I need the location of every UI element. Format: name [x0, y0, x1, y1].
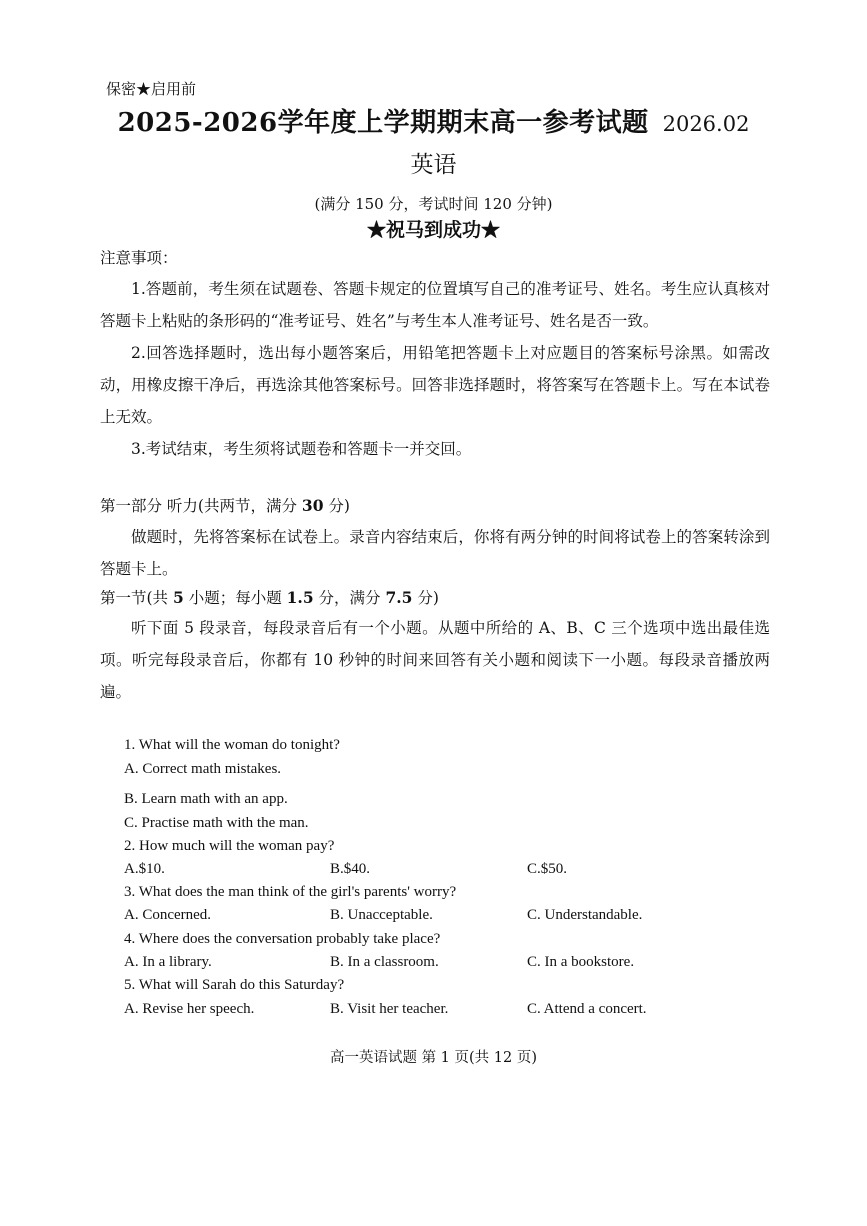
question-1-stem: 1. What will the woman do tonight? — [124, 737, 340, 753]
part1-heading — [100, 490, 770, 522]
section1-total-score: 7.5 — [385, 588, 413, 607]
question-2-option-c: C.$50. — [527, 861, 568, 877]
section1-heading — [100, 582, 770, 614]
question-3-option-c: C. Understandable. — [527, 907, 643, 923]
question-2-option-a: A.$10. — [124, 861, 165, 877]
question-4-option-b: B. In a classroom. — [330, 954, 439, 970]
notice-heading: 注意事项： — [100, 249, 178, 267]
question-1-option-b: B. Learn math with an app. — [124, 791, 288, 807]
question-2-stem: 2. How much will the woman pay? — [124, 838, 335, 854]
question-1-option-c: C. Practise math with the man. — [124, 815, 309, 831]
part1-total-score: 30 — [301, 496, 324, 515]
question-3-option-a: A. Concerned. — [124, 907, 212, 923]
section1-heading-g: 分) — [412, 589, 439, 607]
exam-date: 2026.02 — [662, 112, 750, 136]
part1-heading-post: 分) — [323, 497, 350, 515]
question-5-option-c: C. Attend a concert. — [527, 1001, 647, 1017]
subject-title: 英语 — [410, 152, 457, 178]
question-5-stem: 5. What will Sarah do this Saturday? — [124, 977, 345, 993]
page-footer: 高一英语试题 第 1 页(共 12 页) — [329, 1050, 538, 1066]
exam-title-row — [0, 102, 867, 139]
question-5-option-a: A. Revise her speech. — [124, 1001, 255, 1017]
question-3-option-b: B. Unacceptable. — [330, 907, 433, 923]
question-5-option-b: B. Visit her teacher. — [330, 1001, 449, 1017]
question-4-option-c: C. In a bookstore. — [527, 954, 635, 970]
question-4-stem: 4. Where does the conversation probably take place? — [124, 931, 441, 947]
section1-question-count: 5 — [172, 588, 184, 607]
section1-heading-c: 小题；每小题 — [183, 589, 287, 607]
part1-description: 做题时，先将答案标在试卷上。录音内容结束后，你将有两分钟的时间将试卷上的答案转涂到答题卡上。 — [100, 528, 770, 578]
notice-item-2: 2.回答选择题时，选出每小题答案后，用铅笔把答题卡上对应题目的答案标号涂黑。如需改动，用橡皮擦干净后，再选涂其他答案标号。回答非选择题时，将答案写在答题卡上。写在本试卷上无效。 — [100, 344, 770, 426]
question-2-option-b: B.$40. — [330, 861, 371, 877]
section1-heading-a: 第一节(共 — [100, 589, 173, 607]
notice-item-3: 3.考试结束，考生须将试题卷和答题卡一并交回。 — [131, 440, 472, 458]
section1-per-question-score: 1.5 — [286, 588, 314, 607]
part1-heading-pre: 第一部分 听力(共两节，满分 — [100, 497, 302, 515]
full-mark-info: (满分 150 分，考试时间 120 分钟) — [314, 195, 553, 213]
section1-heading-e: 分，满分 — [313, 589, 386, 607]
blessing-line: ★祝马到成功★ — [366, 219, 500, 241]
confidential-label: 保密★启用前 — [106, 80, 197, 98]
notice-item-1: 1.答题前，考生须在试题卷、答题卡规定的位置填写自己的准考证号、姓名。考生应认真核对答题卡上粘贴的条形码的“准考证号、姓名”与考生本人准考证号、姓名是否一致。 — [100, 280, 770, 330]
question-3-stem: 3. What does the man think of the girl's parents' worry? — [124, 884, 457, 900]
question-4-option-a: A. In a library. — [124, 954, 212, 970]
question-1-option-a: A. Correct math mistakes. — [124, 761, 282, 777]
exam-title: 2025-2026学年度上学期期末高一参考试题 — [117, 108, 649, 138]
section1-description: 听下面 5 段录音，每段录音后有一个小题。从题中所给的 A、B、C 三个选项中选出最佳选项。听完每段录音后，你都有 10 秒钟的时间来回答有关小题和阅读下一小题。每段录音播放两遍。 — [100, 619, 770, 701]
